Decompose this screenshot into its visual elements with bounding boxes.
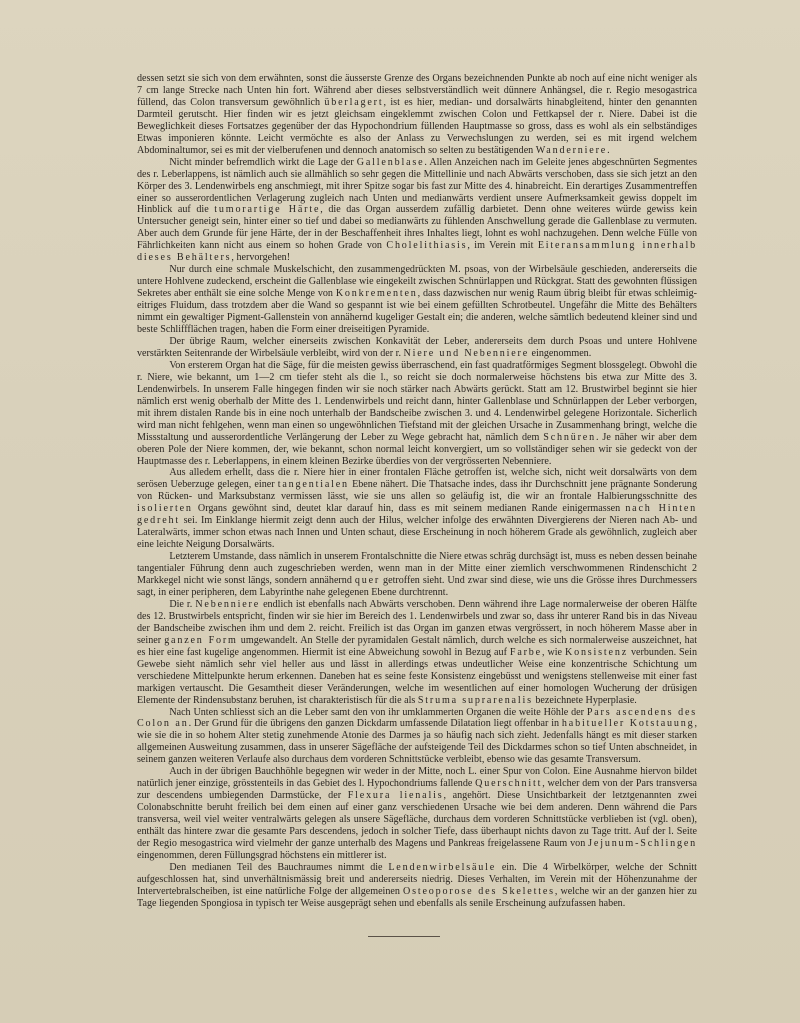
text-run: eingenommen, deren Füllungsgrad höchstens ein mittlerer ist. [137,849,387,861]
text-run: Ebene nähert. Die Thatsache indes, dass ihr Durchschnitt jene prägnante Sonderung von Rücken- und Marksubstanz vermissen lässt, wie sie uns allen so geläufig ist, die wir an frontale Halbierungsschnitte des [137,479,697,503]
paragraph [137,336,697,360]
text-run: umgewandelt. An Stelle der pyramidalen Gestalt nämlich, durch welche es sich normalerweise auszeichnet, hat es hier eine fast kugelige angenommen. Hiermit ist eine Abweichung sowohl in Bezug auf [137,634,697,658]
text-run: , welche wir an der ganzen hier zu Tage liegenden Spongiosa in typisch ter Weise ausgeprägt sehen und ebenfalls als senile Erscheinung aufzufassen haben. [137,885,697,909]
text-run: , angehört. Diese Unsichtbarkeit der letztgenannten zwei Colonabschnitte beruht freilich bei dem einen auf einer ganz verschiedenen Ursache wie bei dem anderen. Denn während die Pars transversa, weil viel weiter ventralwärts gelegen als unsere Sägefläche, durchaus dem vorderen Schnittstücke verblieben ist (vgl. oben), enthält das hintere zwar die gesamte Pars descendens, jedoch in solcher Tiefe, dass überhaupt nichts davon zu Tage tritt. Auf der l. Seite der Regio mesogastrica wird vielmehr der ganze unterhalb des Magens und Pankreas freigelassene Raum von [137,790,697,849]
text-run: sei. Im Einklange hiermit zeigt denn auch der Hilus, welcher infolge des erwähnten Divergierens der Nieren nach Ab- und Lateralwärts, immer schon etwas nach Innen und Unten schaut, diese Erscheinung in noch höherem Grade als gewöhnlich, zugleich aber eine leichte Neigung Dorsalwärts. [137,515,697,551]
paragraph [137,264,697,336]
text-run: . Der Grund für die übrigens den ganzen Dickdarm umfassende Dilatation liegt offenbar in [188,718,562,730]
text-run: Von ersterem Organ hat die Säge, für die meisten gewiss überraschend, ein fast quadratförmiges Segment blossgelegt. Obwohl die r. Niere, wie bekannt, um 1—2 cm tiefer steht als die l., so reicht sie doch normalerweise höchstens bis etwa zur Mitte des 3. Lendenwirbels. In unserem Falle hingegen finden wir sie noch stärker nach Abwärts gerückt. Statt am 12. Brustwirbel beginnt sie hier nämlich erst wenig oberhalb der Mitte des 1. Lendenwirbels und reicht dann, hinter Gallenblase und Schnürlappen der Leber verborgen, mit ihrem distalen Rande bis in eine noch unterhalb der Bandscheibe zwischen 3. und 4. Lendenwirbel gelegene Horizontale. Sicherlich wird man nicht fehlgehen, wenn man einen so ungewöhnlichen Tiefstand mit der gleichen Ursache in Zusammenhang bringt, welche die Missstaltung und ausserordentliche Verlängerung der Leber zu Wege gebracht hat, nämlich dem [137,359,697,443]
emphasis-spaced: Cholelithiasis [386,240,468,252]
text-run: , wie [541,646,565,658]
emphasis-spaced: Nebenniere [195,598,261,610]
paragraph [137,766,697,862]
emphasis-spaced: Eiteransammlung innerhalb dieses Behälters [137,240,697,264]
paragraph [137,862,697,910]
emphasis-spaced: Farbe [509,646,542,658]
emphasis-spaced: Konkrementen [335,288,418,300]
emphasis-spaced: Wanderniere [535,144,608,156]
paragraph [137,707,697,767]
paragraph [137,599,697,707]
paragraph [137,157,697,265]
text-run: , ist es hier, median- und dorsalwärts hinabgleitend, hinter den genannten Darmteil gerutscht. Hier finden wir es jetzt gleichsam eingeklemmt zwischen Colon und Fettkapsel der r. Niere. Dabei ist die Beweglichkeit dieses Fortsatzes gegenüber der das Hypochondrium füllenden Hauptmasse so gross, dass es wohl als ein selbständiges Etwas imponieren könnte. Leicht vermöchte es also der Anlass zu Verwechslungen zu werden, sei es mit irgend welchem Abdominaltumor, sei es mit der vielberufenen und dennoch anatomisch so selten zu bestätigenden [137,96,697,156]
paragraph [137,360,697,468]
emphasis-spaced: Flexura lienalis [347,790,444,802]
text-run: dessen setzt sie sich von dem erwähnten, sonst die äusserste Grenze des Organs bezeichnenden Punkte ab noch auf eine nicht weniger als 7 cm lange Strecke nach Unten hin fort. Während aber dieses selbstverständlich weit dünnere Anhängsel, die r. Regio mesogastrica füllend, das Colon transversum gewöhnlich [137,73,697,108]
paragraph [137,467,697,551]
text-run: eingenommen. [529,347,592,359]
text-run: , welcher dem von der Pars transversa zur descendens umbiegenden Darmstücke, der [137,778,697,802]
emphasis-spaced: ganzen Form [164,634,238,646]
emphasis-spaced: Pars ascendens des Colon an [137,706,697,730]
text-run: Aus alledem erhellt, dass die r. Niere hier in einer frontalen Fläche getroffen ist, welche sich, nicht weit dorsalwärts von dem serösen Ueberzuge gelegen, einer [137,467,697,491]
text-run: getroffen sieht. Und zwar sind diese, wie uns die Grösse ihres Durchmessers sagt, in einer peripheren, dem Labyrinthe nahe gelegenen Ebene durchtrennt. [137,575,697,598]
paragraph [137,551,697,599]
emphasis-spaced: Schnüren [543,431,596,443]
emphasis-spaced: Konsistenz [564,646,629,658]
text-run: Nicht minder befremdlich wirkt die Lage der [169,156,357,168]
text-run: endlich ist ebenfalls nach Abwärts verschoben. Denn während ihre Lage normalerweise der oberen Hälfte des 12. Brustwirbels entspricht, finden wir sie hier im Bereich des 1. Lendenwirbels und zwar so, dass ihr unterer Rand bis in das Niveau der Bandscheibe zwischen ihm und dem 2. reicht. Freilich ist das Organ im ganzen etwas vergrössert, in noch höherem Masse aber in seiner [137,598,697,646]
text-run: , hervorgehen! [231,252,291,264]
emphasis-spaced: nach Hinten gedreht [137,503,697,527]
text-run: , dass dazwischen nur wenig Raum übrig bleibt für etwas schleimig-eitriges Fluidum, dass trotzdem aber die Wand so gespannt ist wie bei einem gefüllten Schrotbeutel. Ungefähr die Mitte des Behälters nimmt ein gewaltiger Pigment-Gallenstein von annähernd kugeliger Gestalt ein; die anderen, welche sämtlich bedeutend kleiner sind und beste Schliffflächen tragen, haben die Form einer dreiseitigen Pyramide. [137,288,697,336]
emphasis-spaced: überlagert [324,96,384,108]
text-run: ein. Die 4 Wirbelkörper, welche der Schnitt aufgeschlossen hat, sind unverhältnismässig breit und andererseits niedrig. Dieses Verhalten, im Verein mit der Höhenzunahme der Intervertebralscheiben, ist eine natürliche Folge der allgemeinen [137,861,697,897]
text-run: Der übrige Raum, welcher einerseits zwischen Konkavität der Leber, andererseits dem durch Psoas und untere Hohlvene verstärkten Seitenrande der Wirbelsäule verbleibt, wird von der r. [137,335,697,359]
emphasis-spaced: Osteoporose des Skelettes [402,885,555,897]
text-run: Die r. [169,598,196,610]
emphasis-spaced: Querschnitt [475,778,543,790]
emphasis-spaced: quer [354,575,381,587]
text-run: bezeichnete Hyperplasie. [532,694,637,706]
text-run: , wie sie die in so hohem Alter stetig zunehmende Atonie des Darmes ja so häufig nach sich zieht. Jedenfalls hängt es mit dieser starken allgemeinen Ausweitung zusammen, dass in unserer Sägefläche der aufsteigende Teil des Dickdarmes schon so tief Unten abschneidet, in seinem ganzen weiteren Verlaufe also durchaus dem vorderen Schnittstücke verbleibt, ebenso wie das gesamte Transversum. [137,718,697,766]
emphasis-spaced: Niere und Nebenniere [403,347,530,359]
text-run: Den medianen Teil des Bauchraumes nimmt die [169,861,389,873]
text-run: , im Verein mit [467,240,538,252]
text-run: . [607,144,610,156]
emphasis-spaced: habitueller Kotstauung [561,718,695,730]
text-run: , die das Organ ausserdem zufällig darbietet. Denn ohne weiteres würde gewiss kein Untersucher geneigt sein, hinter einer so tief und dabei so medianwärts zu fühlenden Anschwellung gerade die Gallenblase zu vermuten. Aber auch dem Grunde für jene Härte, der in der Beschaffenheit ihres Inhaltes liegt, lohnt es wohl nachzugehen. Denn welche Fülle von Fährlichkeiten kann nicht aus einem so hohen Grade von [137,204,698,252]
text-run: Letzterem Umstande, dass nämlich in unserem Frontalschnitte die Niere etwas schräg durchsägt ist, muss es neben dessen beinahe tangentialer Führung denn auch zugeschrieben werden, wenn man in der Mitte einer ziemlich verschwommenen Rindenschicht 2 Markkegel nicht wie sonst längs, sondern annähernd [137,551,697,587]
body-text [137,73,697,910]
text-run: Auch in der übrigen Bauchhöhle begegnen wir weder in der Mitte, noch L. einer Spur von Colon. Eine Ausnahme hiervon bildet natürlich jener einzige, grösstenteils in das Gebiet des l. Hypochondriums fallende [137,766,697,790]
text-run: Organs gewöhnt sind, deutet klar darauf hin, dass es mit seinem medianen Rande einigermassen [192,503,626,515]
paragraph [137,73,697,157]
end-rule [368,936,440,937]
emphasis-spaced: Gallenblase [356,156,425,168]
emphasis-spaced: tumorartige Härte [214,204,321,216]
emphasis-spaced: Jejunum-Schlingen [588,838,697,849]
emphasis-spaced: Struma suprarenalis [417,694,533,706]
text-run: verbunden. Sein Gewebe sieht nämlich sehr viel heller aus und lässt in allerdings etwas undeutlicher Weise eine konzentrische Schichtung um verschiedene Mittelpunkte herum erkennen. Daneben hat es seine feste Konsistenz eingebüsst und wenigstens stellenweise mit einer fast markigen vertauscht. Die Gesamtheit dieser Veränderungen, welche im wesentlichen auf einer homologen Wucherung der drüsigen Elemente der Rindensubstanz beruhen, ist charakteristisch für die als [137,646,697,706]
emphasis-spaced: isolierten [137,503,193,515]
text-run: Nach Unten schliesst sich an die Leber samt den von ihr umklammerten Organen die weite Höhle der [169,706,587,718]
text-run: . Allen Anzeichen nach im Geleite jenes abgeschnürten Segmentes des r. Leberlappens, ist nämlich auch sie allmählich so sehr gegen die Mittellinie und nach Abwärts verschoben, dass sie sich jetzt an den Körper des 3. Lendenwirbels eng anschmiegt, mit ihrer Spitze sogar bis fast zur Mitte des 4. hinabreicht. Ein derartiges Zusammentreffen einer so ausserordentlichen Verlagerung zugleich nach Unten und medianwärts verdient unsere Aufmerksamkeit gewiss doppelt im Hinblick auf die [137,156,697,216]
emphasis-spaced: Lendenwirbelsäule [388,861,497,873]
text-run: . Je näher wir aber dem oberen Pole der Niere kommen, der, wie bekannt, schon normal leicht konvergiert, um so vollständiger sehen wir sie gedeckt von der Hauptmasse des r. Leberlappens, in einem kleinen Bezirke überdies von der vergrösserten Nebenniere. [137,431,697,467]
text-run: Nur durch eine schmale Muskelschicht, den zusammengedrückten M. psoas, von der Wirbelsäule geschieden, andererseits die untere Hohlvene zudeckend, erscheint die Gallenblase wie eingekeilt zwischen Schnürlappen und Rückgrat. Statt des gewohnten flüssigen Sekretes aber enthält sie eine solche Menge von [137,264,697,300]
emphasis-spaced: tangentialen [277,479,349,491]
